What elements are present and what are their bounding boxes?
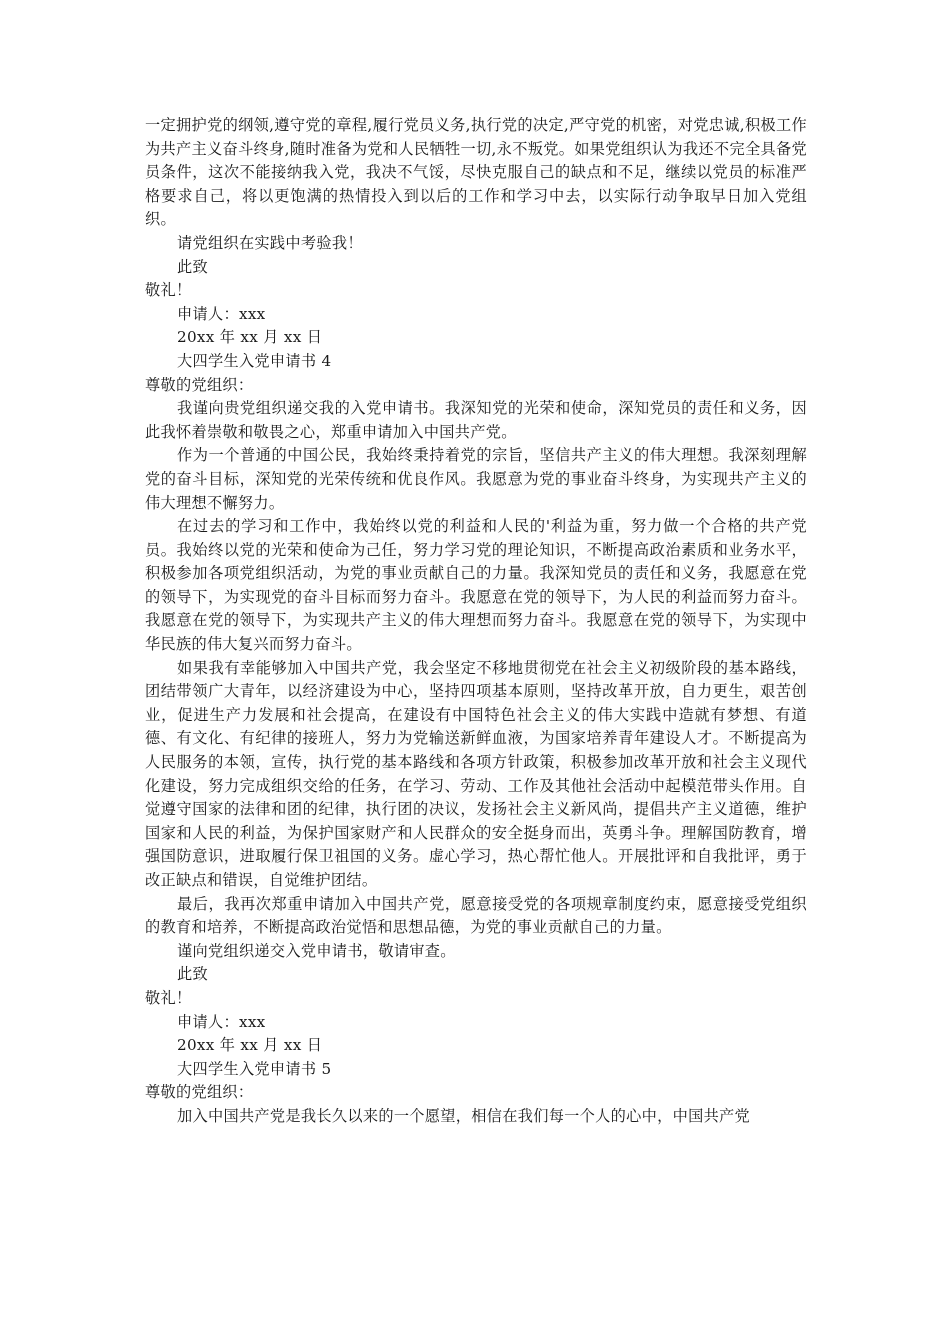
paragraph: 加入中国共产党是我长久以来的一个愿望，相信在我们每一个人的心中，中国共产党 — [177, 1106, 751, 1125]
applicant-line: 申请人：xxx — [177, 1012, 266, 1031]
section-title: 大四学生入党申请书 5 — [177, 1059, 332, 1078]
paragraph: 请党组织在实践中考验我！ — [177, 233, 363, 252]
paragraph: 如果我有幸能够加入中国共产党，我会坚定不移地贯彻党在社会主义初级阶段的基本路线，团结带领广大青年，以经济建设为中心，坚持四项基本原则，坚持改革开放，自力更生，艰苦创业，促进生产力发展和社会提高，在建设有中国特色社会主义的伟大实践中造就有梦想、有道德、有文化、有纪律的接班人，努力为党输送新鲜血液，为国家培养青年建设人才。不断提高为人民服务的本领，宣传，执行党的基本路线和各项方针政策，积极参加改革开放和社会主义现代化建设，努力完成组织交给的任务，在学习、劳动、工作及其他社会活动中起模范带头作用。自觉遵守国家的法律和团的纪律，执行团的决议，发扬社会主义新风尚，提倡共产主义道德，维护国家和人民的利益，为保护国家财产和人民群众的安全挺身而出，英勇斗争。理解国防教育，增强国防意识，进取履行保卫祖国的义务。虚心学习，热心帮忙他人。开展批评和自我批评，勇于改正缺点和错误，自觉维护团结。 — [145, 658, 807, 889]
paragraph: 在过去的学习和工作中，我始终以党的利益和人民的'利益为重，努力做一个合格的共产党员。我始终以党的光荣和使命为己任，努力学习党的理论知识，不断提高政治素质和业务水平，积极参加各项党组织活动，为党的事业贡献自己的力量。我深知党员的责任和义务，我愿意在党的领导下，为实现党的奋斗目标而努力奋斗。我愿意在党的领导下，为人民的利益而努力奋斗。我愿意在党的领导下，为实现共产主义的伟大理想而努力奋斗。我愿意在党的领导下，为实现中华民族的伟大复兴而努力奋斗。 — [145, 517, 807, 654]
paragraph: 我谨向贵党组织递交我的入党申请书。我深知党的光荣和使命，深知党员的责任和义务，因此我怀着崇敬和敬畏之心，郑重申请加入中国共产党。 — [145, 399, 807, 441]
greeting: 尊敬的党组织： — [145, 1083, 254, 1102]
closing-phrase: 此致 — [177, 965, 208, 984]
section-title: 大四学生入党申请书 4 — [177, 351, 332, 370]
salutation: 敬礼！ — [145, 988, 192, 1007]
greeting: 尊敬的党组织： — [145, 375, 254, 394]
paragraph: 最后，我再次郑重申请加入中国共产党，愿意接受党的各项规章制度约束，愿意接受党组织的教育和培养，不断提高政治觉悟和思想品德，为党的事业贡献自己的力量。 — [145, 894, 807, 937]
applicant-line: 申请人：xxx — [177, 304, 266, 323]
closing-phrase: 此致 — [177, 257, 208, 276]
date-line: 20xx 年 xx 月 xx 日 — [177, 328, 323, 347]
paragraph: 谨向党组织递交入党申请书，敬请审查。 — [177, 941, 456, 960]
date-line: 20xx 年 xx 月 xx 日 — [177, 1036, 323, 1055]
paragraph: 作为一个普通的中国公民，我始终秉持着党的宗旨，坚信共产主义的伟大理想。我深刻理解党的奋斗目标，深知党的光荣传统和优良作风。我愿意为党的事业奋斗终身，为实现共产主义的伟大理想不懈努力。 — [145, 446, 807, 512]
paragraph: 一定拥护党的纲领,遵守党的章程,履行党员义务,执行党的决定,严守党的机密，对党忠诚,积极工作为共产主义奋斗终身,随时准备为党和人民牺牲一切,永不叛党。如果党组织认为我还不完全具备党员条件，这次不能接纳我入党，我决不气馁，尽快克服自己的缺点和不足，继续以党员的标准严格要求自己，将以更饱满的热情投入到以后的工作和学习中去，以实际行动争取早日加入党组织。 — [145, 116, 807, 229]
document-body — [145, 114, 807, 1129]
salutation: 敬礼！ — [145, 281, 192, 300]
